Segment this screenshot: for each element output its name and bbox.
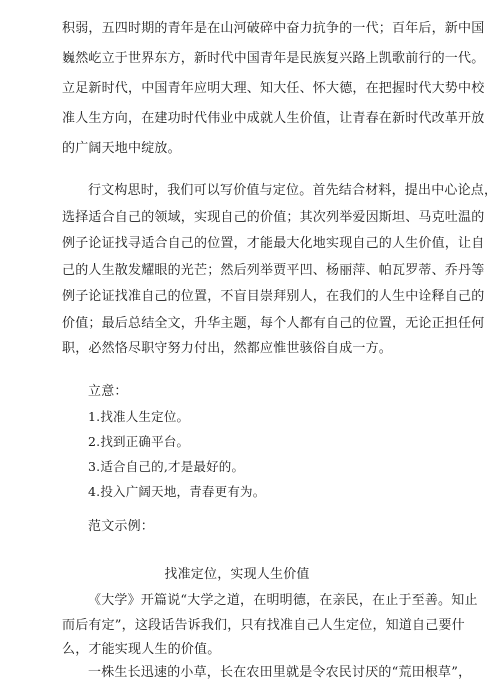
theme-item: 3.适合自己的,才是最好的。: [88, 459, 245, 474]
paragraph1-line: 立足新时代，中国青年应明大理、知大任、怀大德，在把握时代大势中校: [62, 81, 485, 96]
paragraph2-line: 例子论证找准自己的位置，不盲目崇拜别人，在我们的人生中诠释自己的: [62, 289, 485, 304]
paragraph1-line: 积弱，五四时期的青年是在山河破碎中奋力抗争的一代；百年后，新中国: [62, 21, 485, 36]
theme-item: 1.找准人生定位。: [88, 409, 190, 424]
sample-label: 范文示例：: [88, 519, 155, 534]
essay-paragraph2-line: 一株生长迅速的小草，长在农田里就是令农民讨厌的“荒田根草”，: [88, 665, 472, 680]
theme-label: 立意：: [88, 384, 128, 399]
theme-item: 4.投入广阔天地，青春更有为。: [88, 484, 266, 499]
essay-paragraph1-line: 《大学》开篇说“大学之道，在明明德，在亲民，在止于至善。知止: [88, 593, 478, 608]
essay-paragraph1-line: 么，才能实现人生的价值。: [62, 642, 221, 657]
paragraph2-line: 价值；最后总结全文，升华主题，每个人都有自己的位置，无论正担任何: [62, 316, 485, 331]
paragraph1-line: 准人生方向，在建功时代伟业中成就人生价值，让青春在新时代改革开放: [62, 111, 485, 126]
paragraph1-line: 的广阔天地中绽放。: [62, 141, 181, 156]
paragraph2-line: 例子论证找寻适合自己的位置，才能最大化地实现自己的人生价值，让自: [62, 236, 485, 251]
paragraph2-line: 职，必然恪尽职守努力付出，然都应惟世骇俗自成一方。: [62, 341, 393, 356]
paragraph2-line: 行文构思时，我们可以写价值与定位。首先结合材料，提出中心论点，: [88, 183, 497, 198]
essay-paragraph1-line: 而后有定”，这段话告诉我们，只有找准自己人生定位，知道自己要什: [62, 618, 465, 633]
paragraph1-line: 巍然屹立于世界东方，新时代中国青年是民族复兴路上凯歌前行的一代。: [62, 51, 485, 66]
paragraph2-line: 选择适合自己的领域，实现自己的价值；其次列举爱因斯坦、马克吐温的: [62, 210, 485, 225]
theme-item: 2.找到正确平台。: [88, 434, 190, 449]
essay-title: 找准定位，实现人生价值: [164, 567, 310, 582]
paragraph2-line: 己的人生散发耀眼的光芒；然后列举贾平凹、杨丽萍、帕瓦罗蒂、乔丹等: [62, 263, 485, 278]
